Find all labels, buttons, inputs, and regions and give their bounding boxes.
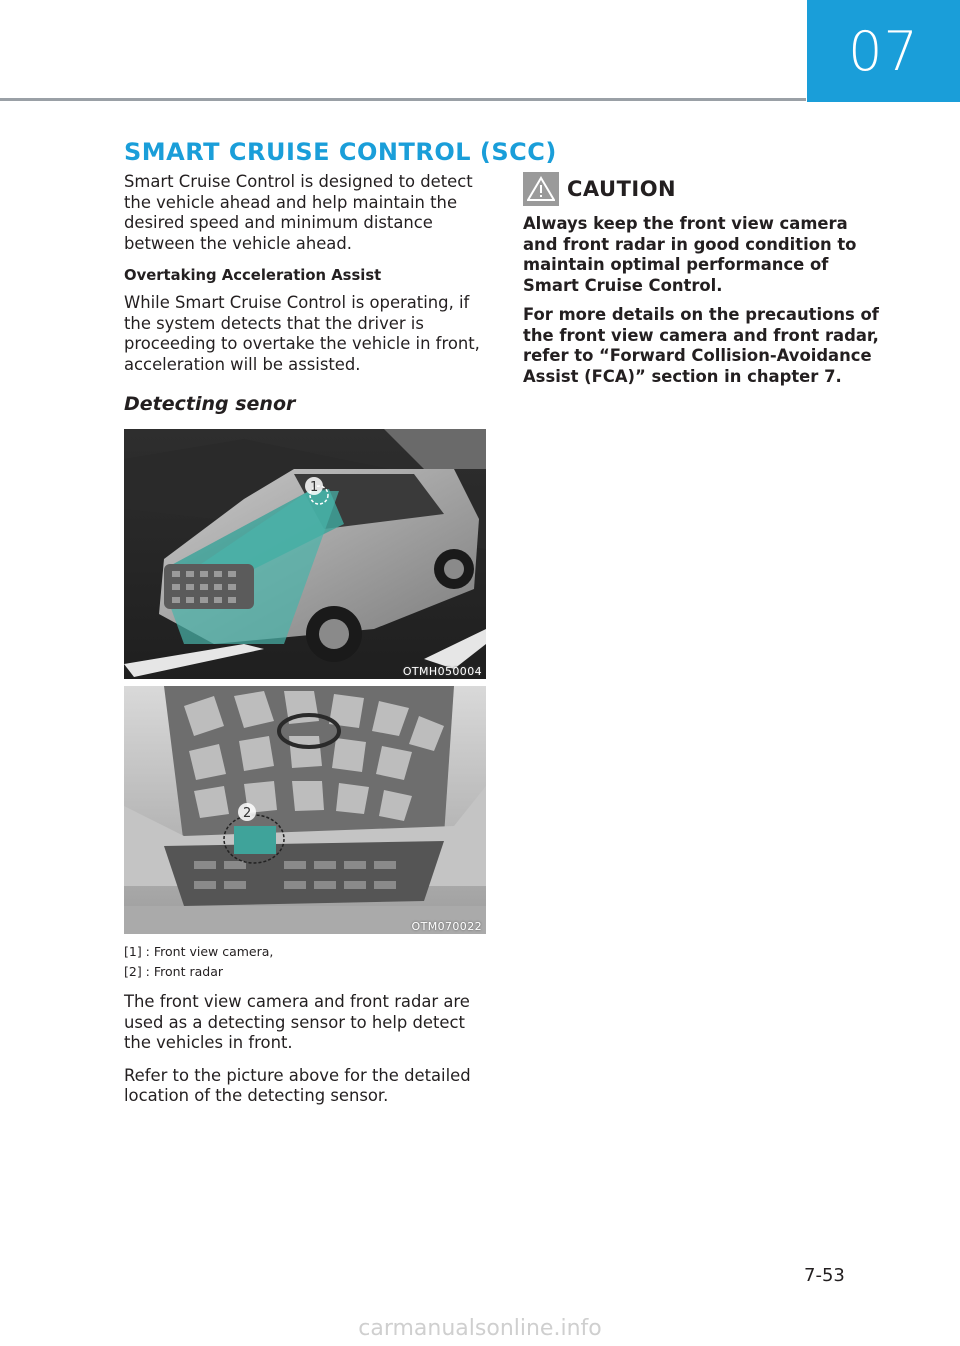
page-number: 7-53: [804, 1265, 845, 1286]
figure-code-2: OTM070022: [411, 920, 482, 933]
detecting-text-2: Refer to the picture above for the detailed location of the detecting sensor.: [124, 1065, 471, 1105]
marker-2: 2: [243, 806, 252, 821]
warning-triangle-icon: [523, 172, 559, 206]
overtaking-heading: Overtaking Acceleration Assist: [124, 267, 382, 284]
section-title: SMART CRUISE CONTROL (SCC): [124, 138, 557, 166]
legend-item-camera: [1] : Front view camera,: [124, 944, 274, 959]
figure-front-radar: [124, 686, 486, 934]
right-column: [523, 172, 885, 396]
caution-text-1: Always keep the front view camera and front radar in good condition to maintain optimal performance of Smart Cruise Control.: [523, 214, 857, 295]
header-rule: [0, 98, 806, 101]
detecting-sensor-heading: Detecting senor: [124, 393, 296, 415]
watermark: carmanualsonline.info: [358, 1316, 602, 1341]
legend-item-radar: [2] : Front radar: [124, 964, 223, 979]
detecting-text-1: The front view camera and front radar are used as a detecting sensor to help detect the vehicles in front.: [124, 992, 470, 1052]
figure-legend: [124, 942, 488, 982]
caution-title: CAUTION: [567, 177, 677, 201]
caution-text-2: For more details on the precautions of the front view camera and front radar, refer to “Forward Collision-Avoidance Assist (FCA)” section in chapter 7.: [523, 305, 879, 386]
marker-1: 1: [310, 480, 319, 495]
figure-code-1: OTMH050004: [402, 665, 482, 678]
figure-front-view-camera: [124, 429, 486, 679]
chapter-tab: 07: [807, 0, 960, 102]
caution-header: [523, 172, 885, 206]
suv-side-illustration: [124, 429, 486, 679]
intro-text: Smart Cruise Control is designed to detect the vehicle ahead and help maintain the desired speed and minimum distance between the vehicle ahead.: [124, 172, 473, 253]
left-column: [124, 172, 488, 1119]
overtaking-text: While Smart Cruise Control is operating, if the system detects that the driver is proceeding to overtake the vehicle in front, acceleration will be assisted.: [124, 293, 480, 374]
suv-front-grille-illustration: [124, 686, 486, 934]
